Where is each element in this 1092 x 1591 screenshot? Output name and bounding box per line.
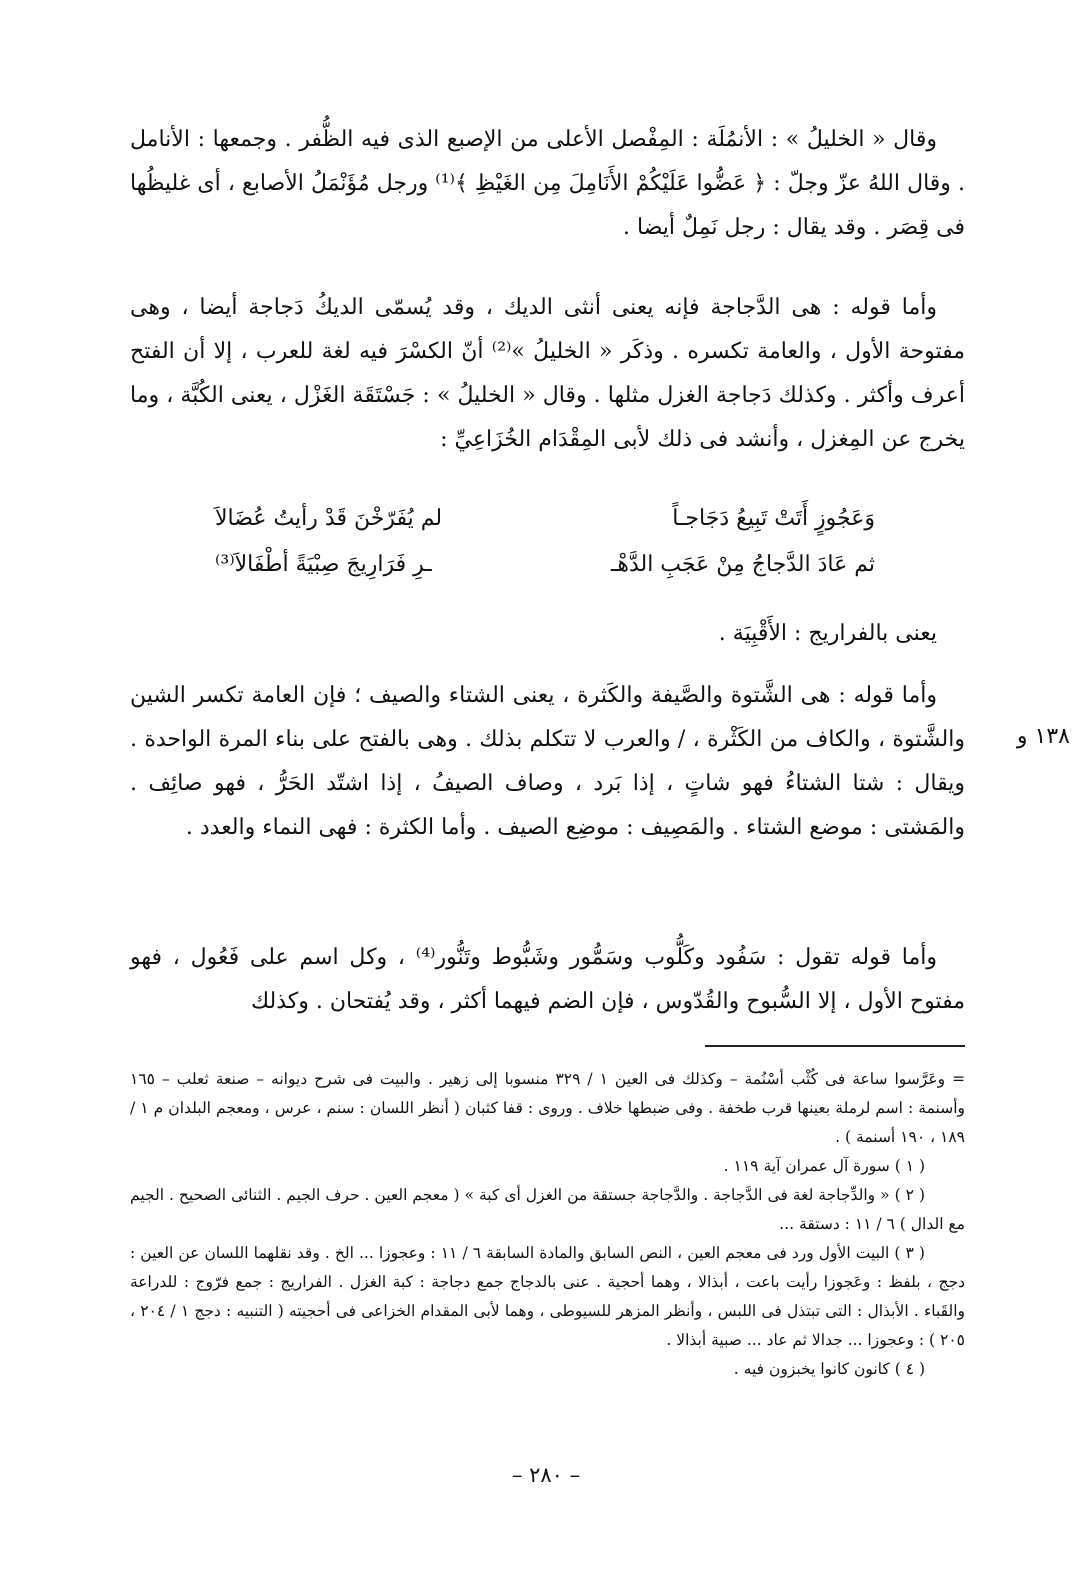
footnote-3: ( ٣ ) البيت الأول ورد فى معجم العين ، النص السابق والمادة السابقة ٦ / ١١ : وعجوزا ... الخ . وقد نقلهما اللسان عن العين : دجج ، بلفظ : وعَجوزا رأيت باعت ، أبذالا ، وهما أحجية . عنى بالدجاج جمع دجاجة : كبة الغزل . الفراريج : جمع فرّوج : للدراعة والقَباء . الأبذال : التى تبتذل فى اللبس ، وأنظر المزهر للسيوطى ، وهما لأبى المقدام الخزاعى فى أحجيته ( التنبيه : دجج ١ / ٢٠٤ ، ٢٠٥ ) : وعجوزا ... جدالا ثم عاد ... صبية أبذالا . — [130, 1244, 965, 1349]
footnote-1: ( ١ ) سورة آل عمران آية ١١٩ . — [723, 1157, 925, 1175]
verse-line — [215, 542, 875, 588]
paragraph-text: وقال « الخليلُ » : الأنمُلَة : المِفْصل الأعلى من الإصبع الذى فيه الظُّفر . وجمعها : الأنامل . وقال اللهُ عزّ وجلّ : ﴿ عَضُّوا عَلَيْكُمْ الأَنَامِلَ مِن الغَيْظِ ﴾⁽¹⁾ ورجل مُؤَنْمَلُ الأصابع ، أى غليظُها فى قِصَر . وقد يقال : رجل نَمِلٌ أيضا . — [130, 127, 965, 240]
paragraph-fa3ool — [130, 936, 965, 1024]
footnote-continuation: = وعَرَّسوا ساعة فى كُثْب أسْنُمة – وكذلك فى العين ١ / ٣٢٩ منسوبا إلى زهير . والبيت فى شرح ديوانه – صنعة ثعلب – ١٦٥ وأسنمة : اسم لرملة بعينها قرب طخفة . وفى ضبطها خلاف . وروى : قفا كثبان ( أنظر اللسان : سنم ، عرس ، ومعجم البلدان م ١ / ١٨٩ ، ١٩٠ أسنمة ) . — [130, 1070, 966, 1146]
paragraph-shatwa — [130, 674, 965, 850]
paragraph-anamil — [130, 118, 965, 250]
footnote-2: ( ٢ ) « والدِّجاجة لغة فى الدَّجاجة . والدَّجاجة جستقة من الغزل أى كبة » ( معجم العين . حرف الجيم . الثنائى الصحيح . الجيم مع الدال ) ٦ / ١١ : دستقة ... — [130, 1186, 965, 1233]
paragraph-text: يعنى بالفراريج : الأَقْبِيَة . — [718, 621, 937, 646]
footnote-separator — [705, 1045, 965, 1047]
paragraph-text: وأما قوله تقول : سَفُود وكَلُّوب وسَمُّور وشَبُّوط وتَنُّور⁽⁴⁾ ، وكل اسم على فَعُول ، فهو مفتوح الأول ، إلا السُّبوح والقُدّوس ، فإن الضم فيهما أكثر ، وقد يُفتحان . وكذلك — [130, 945, 965, 1014]
footnote-4: ( ٤ ) كانون كانوا يخبزون فيه . — [733, 1360, 925, 1378]
verse-line — [215, 496, 875, 542]
manuscript-folio-marker: ١٣٨ و — [1016, 724, 1070, 749]
paragraph-text: وأما قوله : هى الشَّتوة والصَّيفة والكَثرة ، يعنى الشتاء والصيف ؛ فإن العامة تكسر الشين والشَّتوة ، والكاف من الكَثْرة ، / والعرب لا تتكلم بذلك . وهى بالفتح على بناء المرة الواحدة . ويقال : شتا الشتاءُ فهو شاتٍ ، إذا بَرد ، وصاف الصيفُ ، إذا اشتّد الحَرُّ ، فهو صائِف . والمَشتى : موضع الشتاء . والمَصِيف : موضِع الصيف . وأما الكثرة : فهى النماء والعدد . — [130, 683, 965, 840]
paragraph-dajaja — [130, 286, 965, 462]
verse-second-hemistich: لم يُفَرّخْنَ قَدْ رأيتُ عُضَالاَ — [215, 506, 443, 531]
paragraph-text: وأما قوله : هى الدَّجاجة فإنه يعنى أنثى الديك ، وقد يُسمّى الديكُ دَجاجة أيضا ، وهى مفتوحة الأول ، والعامة تكسره . وذكَر « الخليلُ »⁽²⁾ أنّ الكسْرَ فيه لغة للعرب ، إلا أن الفتح أعرف وأكثر . وكذلك دَجاجة الغزل مثلها . وقال « الخليلُ » : جَسْتَقَة الغَزْل ، يعنى الكُبَّة ، وما يخرج عن المِغزل ، وأنشد فى ذلك لأبى المِقْدَام الخُزَاعِيِّ : — [130, 295, 965, 452]
verse-second-hemistich: ـرِ فَرَارِيجَ صِبْيَةً أطْفَالاَ⁽³⁾ — [215, 552, 432, 577]
paragraph-faraarij — [130, 612, 965, 656]
footnotes — [130, 1065, 965, 1384]
poem-verses — [215, 496, 875, 588]
page-number: – ٢٨٠ – — [511, 1463, 581, 1487]
verse-first-hemistich: وَعَجُوزٍ أَتَتْ تَبِيعُ دَجَاجـاً — [672, 506, 875, 531]
verse-first-hemistich: ثم عَادَ الدَّجاجُ مِنْ عَجَبِ الدَّهْـ — [610, 552, 875, 577]
